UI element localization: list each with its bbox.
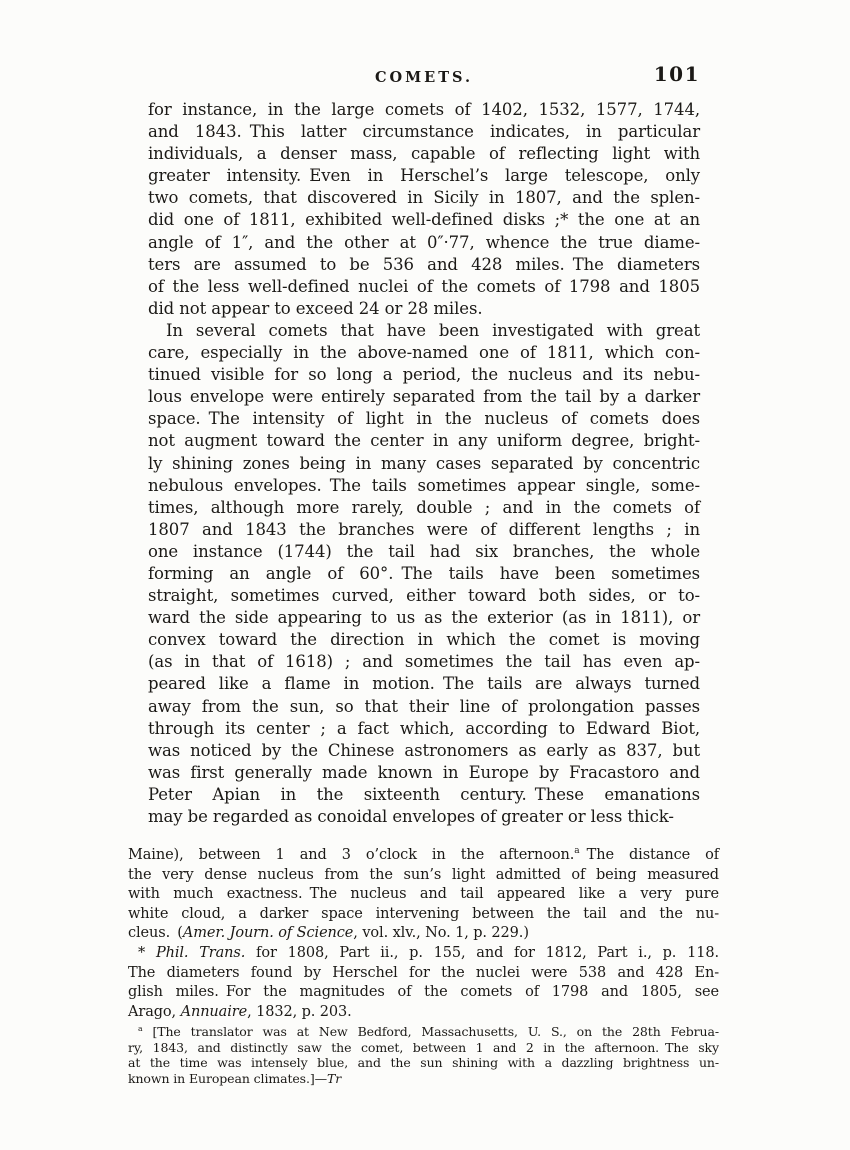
paragraph (148, 99, 700, 320)
text-line: ters are assumed to be 536 and 428 miles. The diameters (148, 254, 700, 274)
text-line: one instance (1744) the tail had six branches, the whole (148, 541, 700, 561)
italic-text: Annuaire (180, 1003, 248, 1020)
text-line: through its center ; a fact which, according to Edward Biot, (148, 718, 700, 738)
italic-text: Amer. Journ. of Science (182, 925, 354, 942)
footnote (128, 944, 719, 1022)
text-line: individuals, a denser mass, capable of reflecting light with (148, 144, 700, 164)
italic-text: Phil. Trans. (155, 944, 246, 961)
text-line: away from the sun, so that their line of prolongation passes (148, 696, 700, 716)
paragraph (148, 320, 700, 828)
text-line: Maine), between 1 and 3 o’clock in the afternoon.$^a$ The distance of (128, 846, 719, 863)
italic-text: Tr (327, 1070, 342, 1086)
footnote-marker: a (138, 1023, 143, 1033)
text-line: ry, 1843, and distinctly saw the comet, between 1 and 2 in the afternoon. The sky (128, 1039, 719, 1055)
text-line: glish miles. For the magnitudes of the comets of 1798 and 1805, see (128, 984, 719, 1001)
text-line: the very dense nucleus from the sun’s light admitted of being measured (128, 866, 719, 883)
text-line: convex toward the direction in which the comet is moving (148, 630, 700, 650)
text-line: care, especially in the above-named one of 1811, which con- (148, 343, 700, 363)
text-line: In several comets that have been investigated with great (166, 320, 700, 340)
text-line: known in European climates.]—Tr (128, 1070, 342, 1086)
text-line: (as in that of 1618) ; and sometimes the tail has even ap- (148, 652, 700, 672)
footnote (128, 846, 719, 944)
text-line: straight, sometimes curved, either toward both sides, or to- (148, 586, 700, 606)
text-line: of the less well-defined nuclei of the comets of 1798 and 1805 (148, 276, 700, 296)
footnote-section (128, 846, 719, 1022)
text-line: may be regarded as conoidal envelopes of greater or less thick- (148, 807, 674, 826)
text-line: and 1843. This latter circumstance indicates, in particular (148, 122, 700, 142)
text-line: peared like a flame in motion. The tails are always turned (148, 674, 700, 694)
footnote-marker: a (574, 846, 580, 857)
text-line: greater intensity. Even in Herschel’s large telescope, only (148, 166, 700, 186)
text-line: ward the side appearing to us as the exterior (as in 1811), or (148, 608, 700, 628)
running-title: COMETS. (374, 69, 474, 86)
text-line: space. The intensity of light in the nucleus of comets does (148, 409, 700, 429)
text-line: tinued visible for so long a period, the nucleus and its nebu- (148, 365, 700, 385)
text-line: cleus. (Amer. Journ. of Science, vol. xlv., No. 1, p. 229.) (128, 925, 529, 942)
page-number: 101 (653, 62, 700, 86)
text-line: lous envelope were entirely separated from the tail by a darker (148, 387, 700, 407)
text-line: for instance, in the large comets of 1402, 1532, 1577, 1744, (148, 100, 700, 119)
text-line: with much exactness. The nucleus and tail appeared like a very pure (128, 886, 719, 903)
text-line: ly shining zones being in many cases separated by concentric (148, 453, 700, 473)
text-line: Arago, Annuaire, 1832, p. 203. (128, 1003, 352, 1020)
text-line: nebulous envelopes. The tails sometimes appear single, some- (148, 475, 700, 495)
translator-note (128, 1024, 719, 1086)
body-text (148, 99, 700, 828)
text-line: at the time was intensely blue, and the sun shining with a dazzling brightness un- (128, 1055, 719, 1071)
text-line: angle of 1″, and the other at 0″·77, whence the true diame- (148, 232, 700, 252)
running-head (148, 62, 700, 90)
text-line: times, although more rarely, double ; and in the comets of (148, 497, 700, 517)
text-line: did one of 1811, exhibited well-defined disks ;* the one at an (148, 210, 700, 230)
text-line: white cloud, a darker space intervening between the tail and the nu- (128, 905, 719, 922)
text-line: * Phil. Trans. for 1808, Part ii., p. 155, and for 1812, Part i., p. 118. (138, 944, 719, 961)
text-line: two comets, that discovered in Sicily in 1807, and the splen- (148, 188, 700, 208)
text-line: The diameters found by Herschel for the nuclei were 538 and 428 En- (128, 964, 719, 981)
text-line: forming an angle of 60°. The tails have been sometimes (148, 563, 700, 583)
text-line: 1807 and 1843 the branches were of different lengths ; in (148, 519, 700, 539)
text-line: not augment toward the center in any uniform degree, bright- (148, 431, 700, 451)
text-line: did not appear to exceed 24 or 28 miles. (148, 298, 483, 318)
text-line: Peter Apian in the sixteenth century. These emanations (148, 784, 700, 804)
text-line: was noticed by the Chinese astronomers as early as 837, but (148, 740, 700, 760)
text-line: was first generally made known in Europe by Fracastoro and (148, 762, 700, 782)
text-line: $^a$ [The translator was at New Bedford, Massachusetts, U. S., on the 28th Februa- (138, 1023, 719, 1039)
